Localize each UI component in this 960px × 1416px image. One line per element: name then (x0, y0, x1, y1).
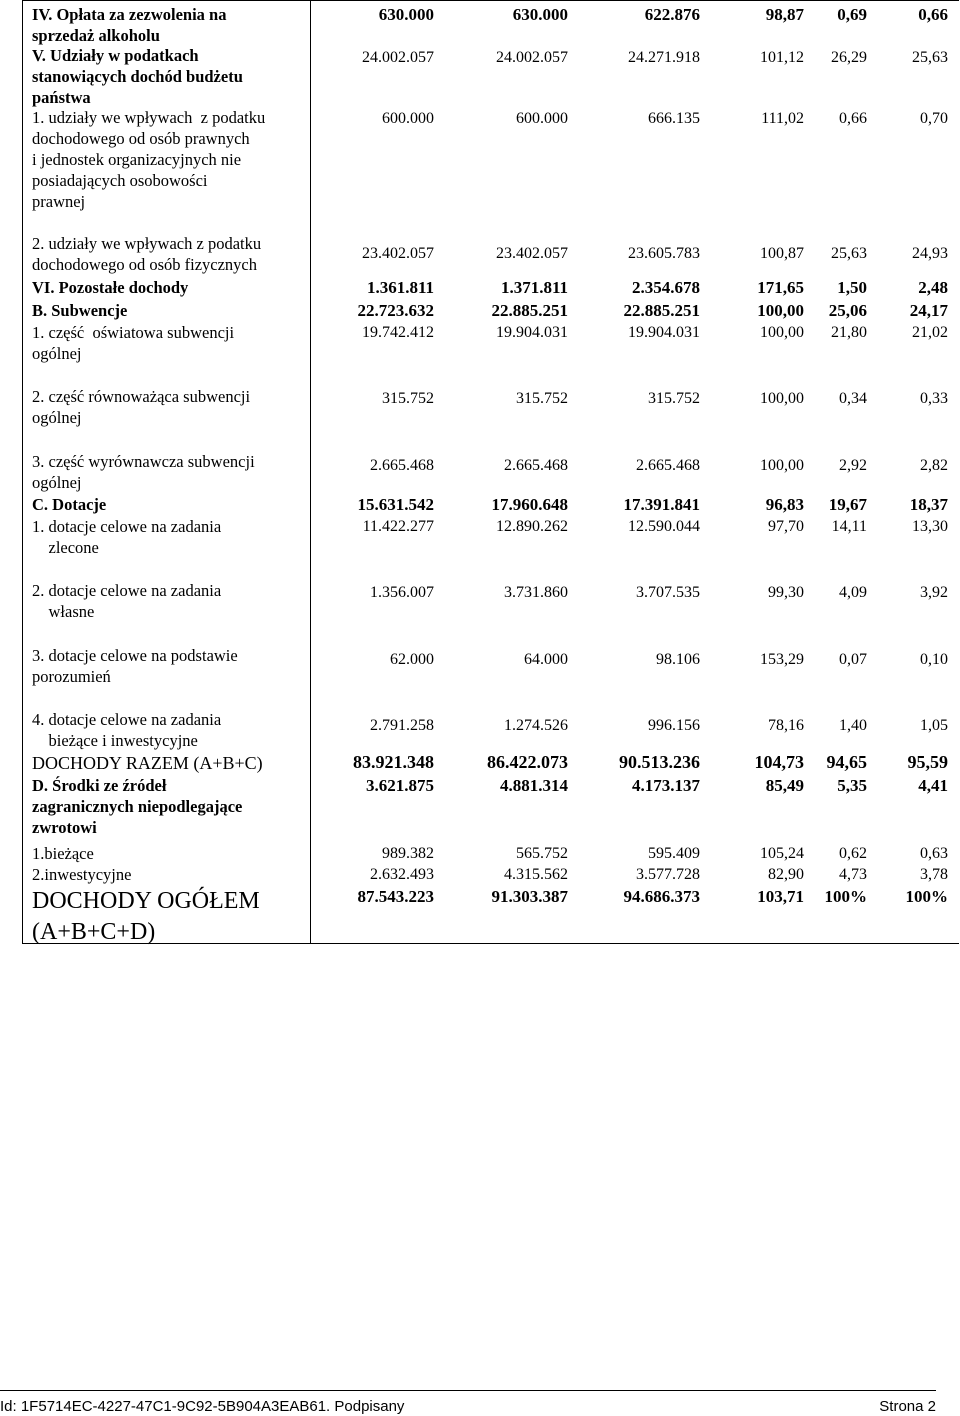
row-label (32, 645, 314, 687)
row-label-line: 2. udziały we wpływach z podatku (32, 234, 262, 253)
row-label-line: zwrotowi (32, 818, 97, 837)
cell-value: 2,48 (918, 278, 948, 297)
cell-value: 3.731.860 (504, 584, 568, 601)
cell-value: 13,30 (912, 518, 948, 535)
row-label (32, 709, 314, 751)
cell-value: 62.000 (390, 651, 434, 668)
cell-value: 0,69 (837, 5, 867, 24)
cell-value: 22.885.251 (623, 301, 700, 320)
income-table (22, 0, 959, 944)
cell-value: 25,06 (828, 301, 867, 320)
row-label (32, 451, 314, 493)
cell-value: 0,10 (920, 651, 948, 668)
cell-value: 666.135 (648, 110, 700, 127)
cell-value: 15.631.542 (357, 495, 434, 514)
cell-value: 19.904.031 (628, 324, 700, 341)
cell-value: 100,00 (757, 301, 804, 320)
cell-value: 100,00 (760, 457, 804, 474)
cell-value: 315.752 (516, 390, 568, 407)
cell-value: 22.723.632 (357, 301, 434, 320)
cell-value: 3.577.728 (636, 866, 700, 883)
cell-value: 100,87 (760, 245, 804, 262)
cell-value: 24.002.057 (496, 49, 568, 66)
row-label (32, 45, 314, 108)
cell-value: 23.402.057 (496, 245, 568, 262)
cell-value: 18,37 (909, 495, 948, 514)
row-label-line: ogólnej (32, 344, 82, 363)
cell-value: 24.002.057 (362, 49, 434, 66)
cell-value: 105,24 (760, 845, 804, 862)
cell-value: 24,17 (909, 301, 948, 320)
cell-value: 2.665.468 (636, 457, 700, 474)
cell-value: 4.173.137 (632, 776, 700, 795)
row-label-line: zlecone (32, 538, 99, 557)
cell-value: 101,12 (760, 49, 804, 66)
row-label-line: stanowiących dochód budżetu (32, 67, 243, 86)
row-label-line: 1.bieżące (32, 844, 94, 863)
row-label-line: 1. część oświatowa subwencji (32, 323, 235, 342)
cell-value: 315.752 (648, 390, 700, 407)
cell-value: 4.315.562 (504, 866, 568, 883)
cell-value: 0,07 (839, 651, 867, 668)
table-border-vertical (22, 0, 23, 943)
cell-value: 24.271.918 (628, 49, 700, 66)
cell-value: 1,40 (839, 717, 867, 734)
cell-value: 98,87 (765, 5, 804, 24)
row-label-line: D. Środki ze źródeł (32, 776, 167, 795)
cell-value: 86.422.073 (487, 752, 568, 772)
cell-value: 630.000 (378, 5, 434, 24)
cell-value: 96,83 (765, 495, 804, 514)
cell-value: 0,70 (920, 110, 948, 127)
cell-value: 4,73 (839, 866, 867, 883)
cell-value: 111,02 (761, 110, 804, 127)
cell-value: 104,73 (754, 752, 804, 772)
cell-value: 0,33 (920, 390, 948, 407)
cell-value: 100% (905, 887, 948, 906)
cell-value: 1.371.811 (500, 278, 568, 297)
cell-value: 171,65 (757, 278, 804, 297)
row-label (32, 107, 314, 212)
row-label (32, 752, 314, 775)
cell-value: 90.513.236 (619, 752, 700, 772)
cell-value: 630.000 (512, 5, 568, 24)
cell-value: 2.632.493 (370, 866, 434, 883)
row-label-line: 3. dotacje celowe na podstawie (32, 646, 238, 665)
row-label (32, 386, 314, 428)
cell-value: 17.960.648 (491, 495, 568, 514)
cell-value: 2,82 (920, 457, 948, 474)
row-label-line: 2. część równoważąca subwencji (32, 387, 251, 406)
row-label-line: bieżące i inwestycyjne (32, 731, 198, 750)
cell-value: 1.356.007 (370, 584, 434, 601)
row-label-line: 2. dotacje celowe na zadania (32, 581, 222, 600)
cell-value: 95,59 (907, 752, 948, 772)
row-label-line: 4. dotacje celowe na zadania (32, 710, 222, 729)
cell-value: 565.752 (516, 845, 568, 862)
cell-value: 25,63 (831, 245, 867, 262)
cell-value: 64.000 (524, 651, 568, 668)
cell-value: 0,66 (839, 110, 867, 127)
row-label-line: i jednostek organizacyjnych nie (32, 150, 242, 169)
cell-value: 595.409 (648, 845, 700, 862)
row-label (32, 494, 314, 515)
cell-value: 83.921.348 (353, 752, 434, 772)
row-label-line: 2.inwestycyjne (32, 865, 132, 884)
cell-value: 315.752 (382, 390, 434, 407)
cell-value: 0,34 (839, 390, 867, 407)
cell-value: 11.422.277 (362, 518, 434, 535)
cell-value: 100% (824, 887, 867, 906)
cell-value: 97,70 (768, 518, 804, 535)
row-label-line: dochodowego od osób prawnych (32, 129, 250, 148)
row-label-line: B. Subwencje (32, 301, 128, 320)
row-label (32, 322, 314, 364)
cell-value: 19,67 (828, 495, 867, 514)
cell-value: 3,78 (920, 866, 948, 883)
cell-value: 91.303.387 (491, 887, 568, 906)
cell-value: 26,29 (831, 49, 867, 66)
row-label-line: własne (32, 602, 95, 621)
cell-value: 100,00 (760, 324, 804, 341)
row-label-line: C. Dotacje (32, 495, 107, 514)
row-label-line: DOCHODY RAZEM (A+B+C) (32, 753, 263, 773)
cell-value: 153,29 (760, 651, 804, 668)
cell-value: 85,49 (765, 776, 804, 795)
row-label-line: 3. część wyrównawcza subwencji (32, 452, 255, 471)
cell-value: 1.274.526 (504, 717, 568, 734)
footer-rule (0, 1390, 936, 1391)
row-label (32, 4, 314, 46)
row-label-line: państwa (32, 88, 91, 107)
cell-value: 3.621.875 (366, 776, 434, 795)
cell-value: 2.354.678 (632, 278, 700, 297)
cell-value: 12.590.044 (628, 518, 700, 535)
cell-value: 622.876 (644, 5, 700, 24)
row-label-line: 1. dotacje celowe na zadania (32, 517, 222, 536)
row-label-line: 1. udziały we wpływach z podatku (32, 108, 266, 127)
cell-value: 17.391.841 (623, 495, 700, 514)
cell-value: 24,93 (912, 245, 948, 262)
cell-value: 600.000 (516, 110, 568, 127)
row-label (32, 580, 314, 622)
cell-value: 2,92 (839, 457, 867, 474)
cell-value: 23.605.783 (628, 245, 700, 262)
row-label-line: posiadających osobowości (32, 171, 208, 190)
row-label-line: (A+B+C+D) (32, 919, 156, 945)
cell-value: 3.707.535 (636, 584, 700, 601)
cell-value: 21,02 (912, 324, 948, 341)
row-label (32, 843, 314, 864)
row-label (32, 886, 314, 948)
cell-value: 996.156 (648, 717, 700, 734)
row-label (32, 233, 314, 275)
cell-value: 12.890.262 (496, 518, 568, 535)
row-label (32, 864, 314, 885)
cell-value: 1.361.811 (366, 278, 434, 297)
page-number: Strona 2 (879, 1398, 936, 1415)
cell-value: 22.885.251 (491, 301, 568, 320)
cell-value: 2.791.258 (370, 717, 434, 734)
cell-value: 0,66 (918, 5, 948, 24)
cell-value: 25,63 (912, 49, 948, 66)
row-label (32, 516, 314, 558)
row-label-line: ogólnej (32, 473, 82, 492)
row-label (32, 775, 314, 838)
cell-value: 103,71 (757, 887, 804, 906)
cell-value: 78,16 (768, 717, 804, 734)
row-label-line: sprzedaż alkoholu (32, 26, 160, 45)
row-label-line: DOCHODY OGÓŁEM (32, 888, 260, 914)
cell-value: 2.665.468 (370, 457, 434, 474)
cell-value: 87.543.223 (357, 887, 434, 906)
cell-value: 4,09 (839, 584, 867, 601)
cell-value: 94.686.373 (623, 887, 700, 906)
cell-value: 99,30 (768, 584, 804, 601)
cell-value: 2.665.468 (504, 457, 568, 474)
cell-value: 21,80 (831, 324, 867, 341)
row-label-line: zagranicznych niepodlegające (32, 797, 243, 816)
cell-value: 0,63 (920, 845, 948, 862)
cell-value: 19.742.412 (362, 324, 434, 341)
document-id: Id: 1F5714EC-4227-47C1-9C92-5B904A3EAB61. Podpisany (0, 1398, 405, 1415)
row-label (32, 277, 314, 298)
cell-value: 23.402.057 (362, 245, 434, 262)
cell-value: 0,62 (839, 845, 867, 862)
row-label-line: prawnej (32, 192, 86, 211)
cell-value: 5,35 (837, 776, 867, 795)
row-label-line: VI. Pozostałe dochody (32, 278, 189, 297)
cell-value: 600.000 (382, 110, 434, 127)
cell-value: 14,11 (831, 518, 867, 535)
cell-value: 1,05 (920, 717, 948, 734)
cell-value: 94,65 (826, 752, 867, 772)
cell-value: 4,41 (918, 776, 948, 795)
cell-value: 98.106 (656, 651, 700, 668)
cell-value: 100,00 (760, 390, 804, 407)
row-label-line: dochodowego od osób fizycznych (32, 255, 257, 274)
row-label (32, 300, 314, 321)
cell-value: 3,92 (920, 584, 948, 601)
row-label-line: V. Udziały w podatkach (32, 46, 199, 65)
cell-value: 1,50 (837, 278, 867, 297)
cell-value: 19.904.031 (496, 324, 568, 341)
cell-value: 989.382 (382, 845, 434, 862)
row-label-line: IV. Opłata za zezwolenia na (32, 5, 227, 24)
table-border-horizontal (22, 0, 959, 1)
row-label-line: porozumień (32, 667, 111, 686)
row-label-line: ogólnej (32, 408, 82, 427)
cell-value: 4.881.314 (500, 776, 568, 795)
cell-value: 82,90 (768, 866, 804, 883)
